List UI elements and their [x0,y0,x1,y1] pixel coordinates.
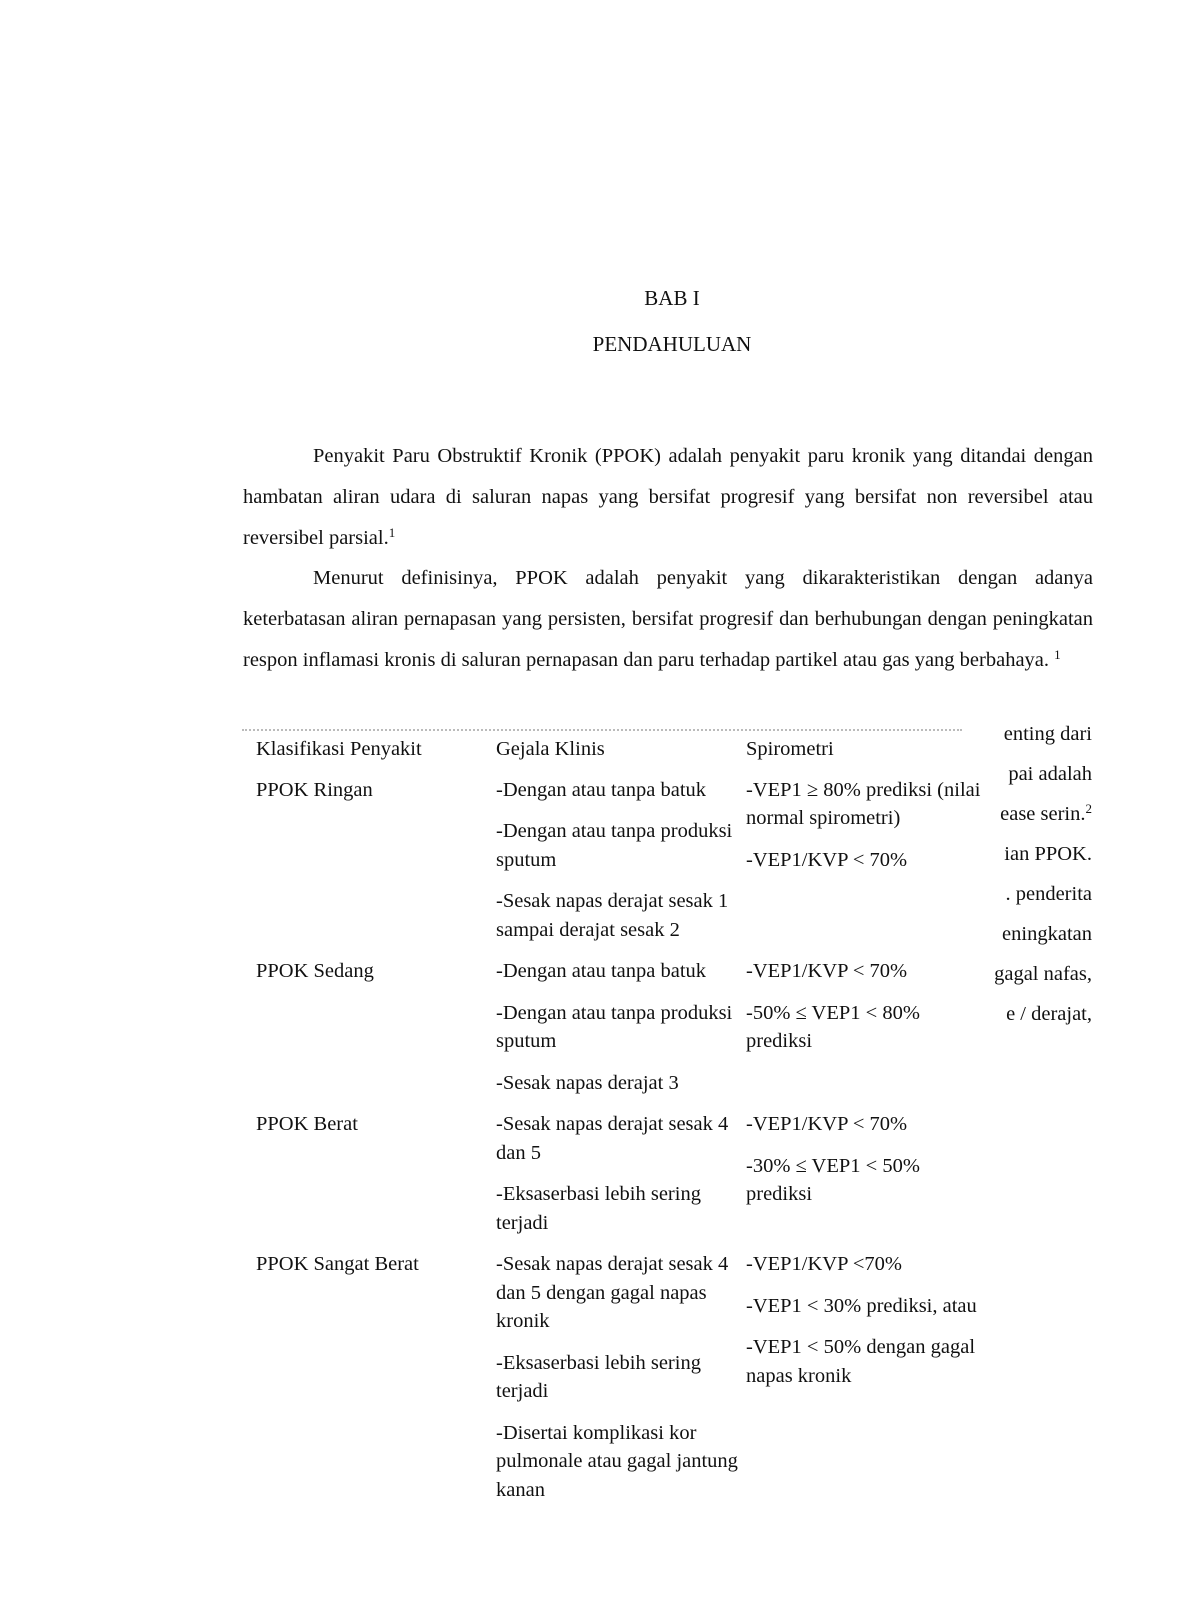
spirometry-item: -30% ≤ VEP1 < 50% prediksi [746,1154,920,1205]
hidden-text-fragment: ian PPOK. [1004,843,1092,865]
spirometry-cell [746,957,982,1110]
header-classification: Klasifikasi Penyakit [256,738,422,760]
symptom-item: -Dengan atau tanpa batuk [496,778,707,801]
classification-cell: PPOK Berat [256,1113,358,1135]
symptom-item: -Eksaserbasi lebih sering terjadi [496,1183,701,1234]
paragraph-text: Penyakit Paru Obstruktif Kronik (PPOK) adalah penyakit paru kronik yang ditandai dengan hambatan aliran udara di saluran napas yang bersifat progresif yang bersifat non reversibel atau reversibel parsial. [243,445,1093,549]
chapter-number: BAB I [644,286,700,310]
hidden-text-fragment: e / derajat, [1006,1003,1092,1025]
reference-marker: 1 [388,525,396,540]
spirometry-item: -VEP1/KVP < 70% [746,1113,908,1135]
spirometry-cell [746,1250,982,1517]
spirometry-item: -VEP1 ≥ 80% prediksi (nilai normal spirometri) [746,778,981,829]
spirometry-item: -VEP1/KVP <70% [746,1253,903,1275]
symptoms-cell [496,1250,746,1517]
table-top-border [242,729,962,735]
hidden-text-fragment: ease serin.$^2$ [1000,801,1092,825]
classification-cell: PPOK Sedang [256,960,374,982]
spirometry-item: -VEP1 < 30% prediksi, atau [746,1294,977,1317]
paragraph-text: Menurut definisinya, PPOK adalah penyakit yang dikarakteristikan dengan adanya keterbatasan aliran pernapasan yang persisten, bersifat progresif dan berhubungan dengan peningkatan respon inflamasi kronis di saluran pernapasan dan paru terhadap partikel atau gas yang berbahaya. [243,567,1093,671]
classification-cell: PPOK Ringan [256,778,373,801]
spirometry-item: -VEP1 < 50% dengan gagal napas kronik [746,1336,976,1387]
hidden-text-fragment: . penderita [1005,883,1092,905]
spirometry-item: -50% ≤ VEP1 < 80% prediksi [746,1001,920,1052]
ppok-classification-table [242,735,982,1517]
hidden-text-fragment: gagal nafas, [994,963,1092,985]
spirometry-cell [746,1110,982,1250]
classification-cell: PPOK Sangat Berat [256,1253,419,1275]
symptom-item: -Dengan atau tanpa produksi sputum [496,1001,733,1052]
chapter-title: PENDAHULUAN [592,332,752,356]
table-header-row [242,735,982,764]
symptom-item: -Sesak napas derajat 3 [496,1071,679,1094]
symptom-item: -Sesak napas derajat sesak 4 dan 5 dengan gagal napas kronik [496,1253,729,1332]
reference-marker: 1 [1054,647,1061,662]
paragraph-characteristics [243,558,1093,681]
symptom-item: -Sesak napas derajat sesak 4 dan 5 [496,1113,729,1164]
symptom-item: -Disertai komplikasi kor pulmonale atau gagal jantung kanan [496,1421,738,1501]
table-row [242,1110,982,1250]
table-row [242,957,982,1110]
spirometry-item: -VEP1/KVP < 70% [746,848,908,871]
symptom-item: -Sesak napas derajat sesak 1 sampai derajat sesak 2 [496,890,729,941]
symptoms-cell [496,957,746,1110]
hidden-text-fragment: pai adalah [1008,763,1092,785]
spirometry-cell [746,776,982,958]
header-symptoms: Gejala Klinis [496,738,605,760]
symptom-item: -Eksaserbasi lebih sering terjadi [496,1351,701,1402]
symptom-item: -Dengan atau tanpa batuk [496,960,707,982]
paragraph-definition [243,436,1093,559]
symptom-item: -Dengan atau tanpa produksi sputum [496,820,733,871]
table-row [242,1250,982,1517]
symptoms-cell [496,776,746,958]
spirometry-item: -VEP1/KVP < 70% [746,960,908,982]
table-row [242,776,982,958]
symptoms-cell [496,1110,746,1250]
header-spirometry: Spirometri [746,738,834,760]
hidden-text-fragment: enting dari [1003,723,1092,745]
hidden-text-fragment: eningkatan [1002,923,1092,945]
